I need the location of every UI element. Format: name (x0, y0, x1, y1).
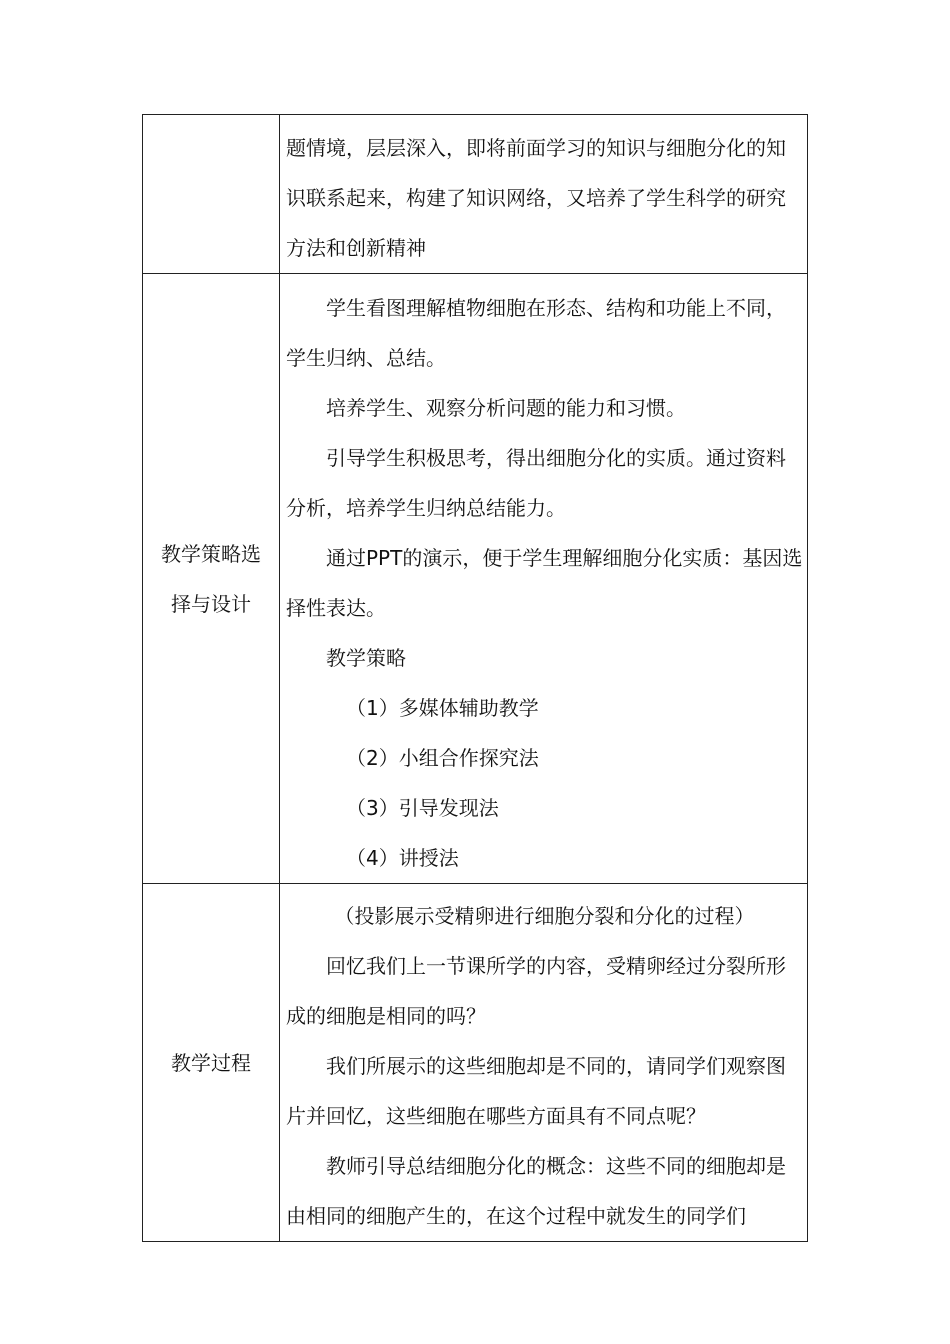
row-content-cell (280, 274, 808, 884)
table-row (143, 274, 808, 884)
paragraph: 题情境，层层深入，即将前面学习的知识与细胞分化的知识联系起来，构建了知识网络，又培养了学生科学的研究方法和创新精神 (286, 136, 786, 260)
row-content-cell (280, 115, 808, 274)
paragraph: 教学策略 (326, 646, 406, 670)
paragraph: 学生看图理解植物细胞在形态、结构和功能上不同，学生归纳、总结。 (286, 296, 786, 370)
paragraph: 通过PPT的演示，便于学生理解细胞分化实质：基因选择性表达。 (286, 546, 803, 620)
paragraph: 引导学生积极思考，得出细胞分化的实质。通过资料分析，培养学生归纳总结能力。 (286, 446, 786, 520)
lesson-plan-table (142, 114, 808, 1242)
row-label-cell (143, 274, 280, 884)
list-item: （1）多媒体辅助教学 (346, 696, 539, 720)
paragraph: 培养学生、观察分析问题的能力和习惯。 (326, 396, 686, 420)
list-item: （4）讲授法 (346, 846, 459, 870)
table-row (143, 884, 808, 1242)
paragraph: （投影展示受精卵进行细胞分裂和分化的过程） (334, 904, 755, 928)
row-label-process: 教学过程 (171, 1050, 251, 1075)
paragraph: 我们所展示的这些细胞却是不同的，请同学们观察图片并回忆，这些细胞在哪些方面具有不同点呢？ (286, 1054, 786, 1128)
row-content-cell (280, 884, 808, 1242)
list-item: （3）引导发现法 (346, 796, 499, 820)
paragraph: 教师引导总结细胞分化的概念：这些不同的细胞却是由相同的细胞产生的，在这个过程中就发生的同学们 (286, 1154, 786, 1228)
row-label-strategy: 教学策略选择与设计 (161, 541, 261, 616)
row-label-cell (143, 884, 280, 1242)
row-label-cell (143, 115, 280, 274)
list-item: （2）小组合作探究法 (346, 746, 539, 770)
table-row (143, 115, 808, 274)
paragraph: 回忆我们上一节课所学的内容，受精卵经过分裂所形成的细胞是相同的吗？ (286, 954, 786, 1028)
